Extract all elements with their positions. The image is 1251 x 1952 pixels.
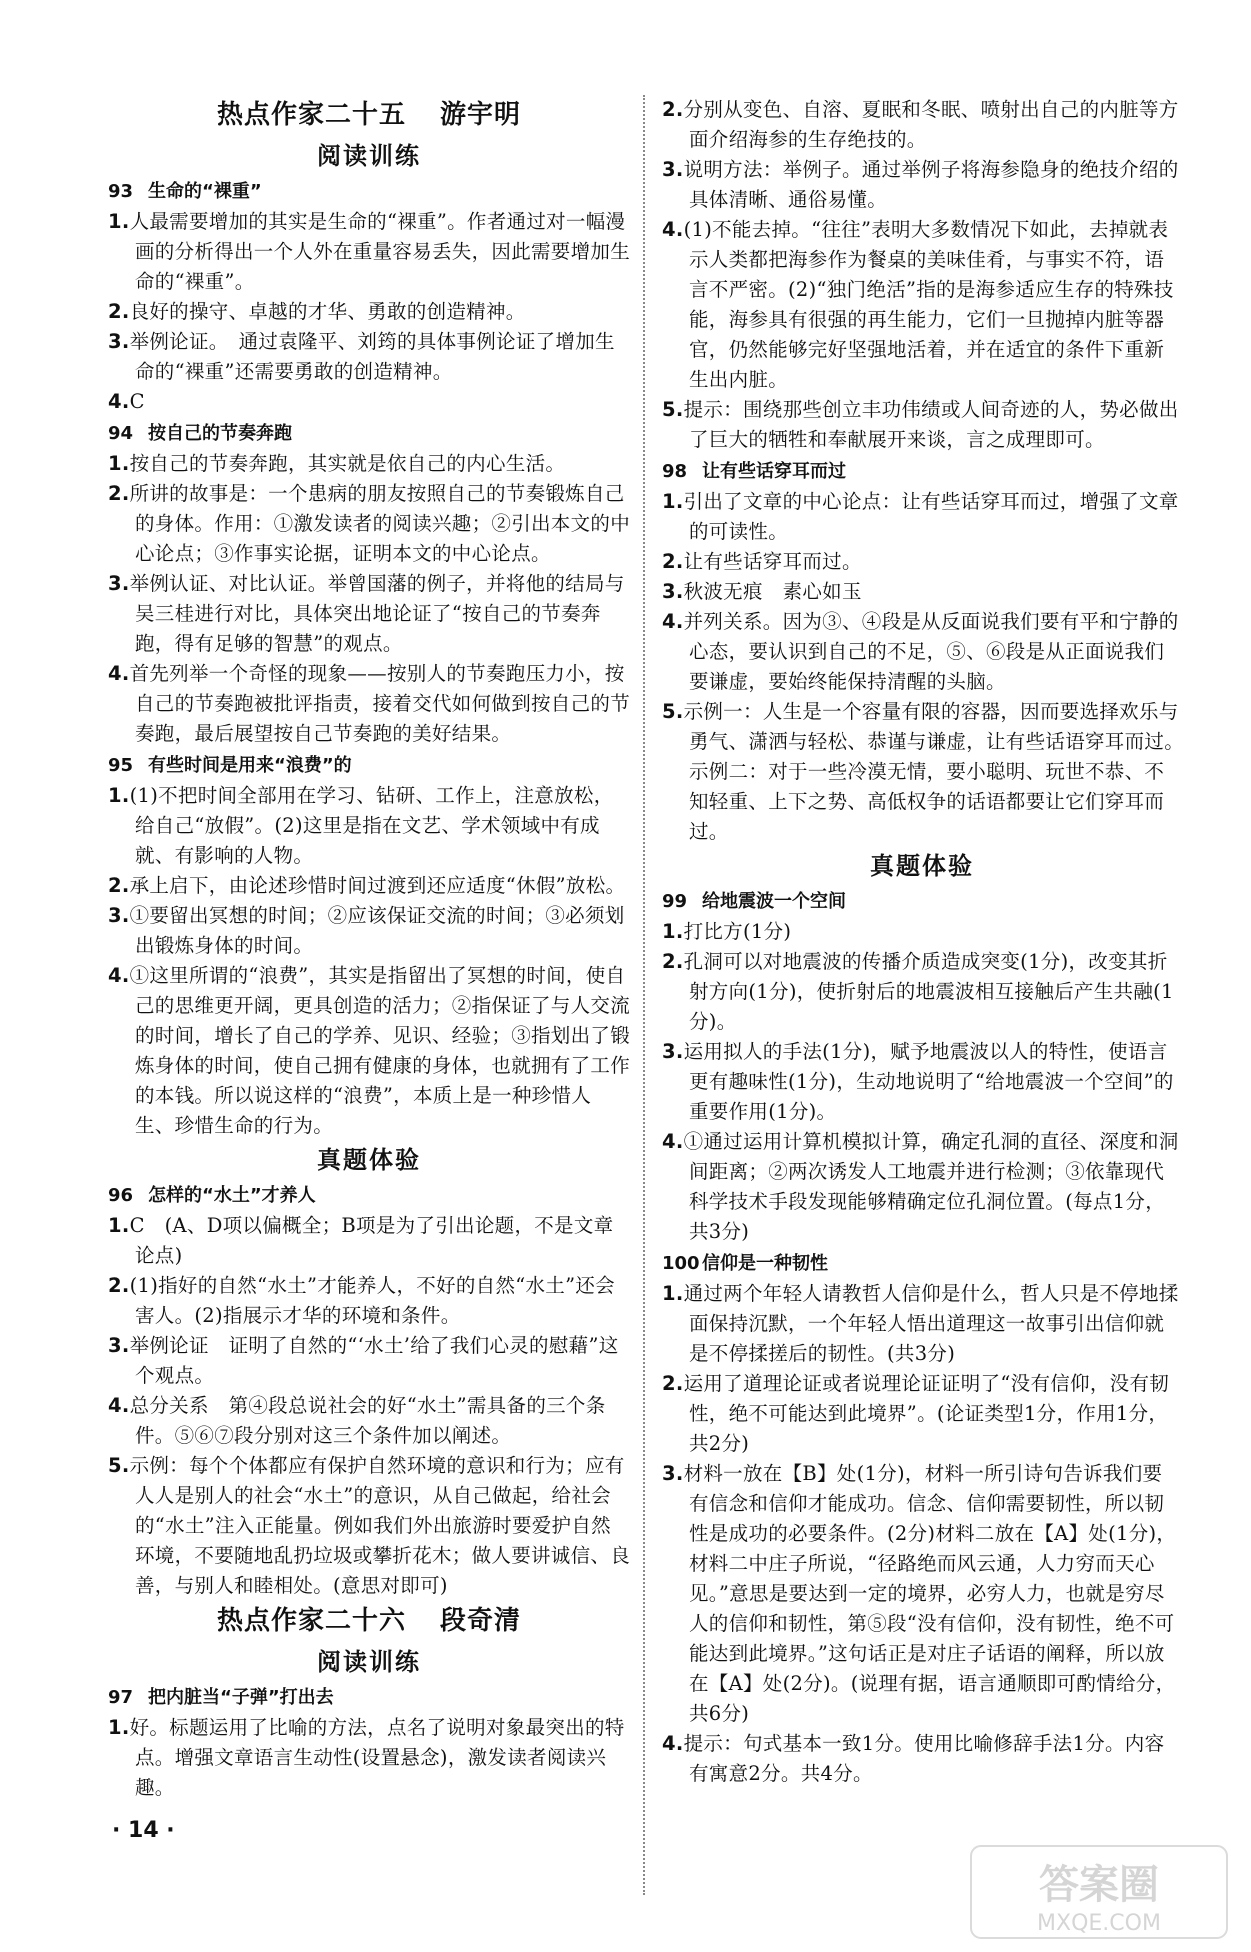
- answer-text: 举例论证 证明了自然的“‘水土’给了我们心灵的慰藉”这个观点。: [129, 1334, 619, 1387]
- answer-list: [662, 95, 1182, 455]
- section-title-26: [108, 1601, 630, 1641]
- answer-item: [108, 479, 630, 569]
- answer-item: [662, 917, 1182, 947]
- answer-item: [662, 155, 1182, 215]
- answer-text: 良好的操守、卓越的才华、勇敢的创造精神。: [129, 300, 526, 323]
- answer-item: [662, 947, 1182, 1037]
- answer-number: 4.: [662, 218, 684, 241]
- answer-item: [662, 395, 1182, 455]
- answer-item: [108, 901, 630, 961]
- answer-number: 3.: [108, 572, 130, 595]
- answer-number: 4.: [108, 964, 130, 987]
- answer-number: 3.: [662, 1462, 684, 1485]
- answer-text: 举例论证。 通过袁隆平、刘筠的具体事例论证了增加生命的“裸重”还需要勇敢的创造精神。: [129, 330, 615, 383]
- answer-list: [108, 1713, 630, 1803]
- answer-item: [662, 215, 1182, 395]
- answer-item: [662, 1459, 1182, 1729]
- answer-item: [108, 1713, 630, 1803]
- answer-number: 3.: [108, 904, 130, 927]
- answer-item: [108, 449, 630, 479]
- answer-list: [662, 1279, 1182, 1789]
- answer-text: 引出了文章的中心论点：让有些话穿耳而过，增强了文章的可读性。: [683, 490, 1179, 543]
- answer-number: 2.: [108, 482, 130, 505]
- answer-text: (1)不能去掉。“往往”表明大多数情况下如此，去掉就表示人类都把海参作为餐桌的美味佳肴，与事实不符，语言不严密。(2)“独门绝活”指的是海参适应生存的特殊技能，海参具有很强的再生能力，它们一旦抛掉内脏等器官，仍然能够完好坚强地活着，并在适宜的条件下重新生出内脏。: [683, 218, 1174, 391]
- answer-text: 分别从变色、自溶、夏眠和冬眠、喷射出自己的内脏等方面介绍海参的生存绝技的。: [683, 98, 1179, 151]
- answer-item: [108, 1451, 630, 1601]
- answer-number: 4.: [662, 610, 684, 633]
- subsection-exam-practice: 真题体验: [870, 852, 974, 880]
- answer-item: [662, 1729, 1182, 1789]
- answer-list: [108, 207, 630, 417]
- answer-item: [108, 781, 630, 871]
- answer-text: 通过两个年轻人请教哲人信仰是什么，哲人只是不停地揉面保持沉默，一个年轻人悟出道理这一故事引出信仰就是不停揉搓后的韧性。(共3分): [683, 1282, 1179, 1365]
- answer-item: [108, 327, 630, 387]
- answer-item: [108, 1211, 630, 1271]
- answer-text: 首先列举一个奇怪的现象——按别人的节奏跑压力小，按自己的节奏跑被批评指责，接着交代如何做到按自己的节奏跑，最后展望按自己节奏跑的美好结果。: [129, 662, 631, 745]
- answer-number: 1.: [108, 784, 130, 807]
- topic-heading: 95 有些时间是用来“浪费”的: [108, 755, 352, 776]
- answer-text: 示例：每个个体都应有保护自然环境的意识和行为；应有人人是别人的社会“水土”的意识，从自己做起，给社会的“水土”注入正能量。例如我们外出旅游时要爱护自然环境，不要随地乱扔垃圾或攀折花木；做人要讲诚信、良善，与别人和睦相处。(意思对即可): [129, 1454, 631, 1597]
- answer-item: [662, 1037, 1182, 1127]
- answer-text: 运用了道理论证或者说理论证证明了“没有信仰，没有韧性，绝不可能达到此境界”。(论证类型1分，作用1分，共2分): [683, 1372, 1170, 1455]
- answer-text: 举例认证、对比认证。举曾国藩的例子，并将他的结局与吴三桂进行对比，具体突出地论证了“按自己的节奏奔跑，得有足够的智慧”的观点。: [129, 572, 625, 655]
- answer-text: 承上启下，由论述珍惜时间过渡到还应适度“休假”放松。: [129, 874, 626, 897]
- answer-number: 3.: [108, 330, 130, 353]
- answer-text: ①这里所谓的“浪费”，其实是指留出了冥想的时间，使自己的思维更开阔，更具创造的活力；②指保证了与人交流的时间，增长了自己的学养、见识、经验；③指划出了锻炼身体的时间，使自己拥有健康的身体，也就拥有了工作的本钱。所以说这样的“浪费”，本质上是一种珍惜人生、珍惜生命的行为。: [129, 964, 631, 1137]
- answer-text: 总分关系 第④段总说社会的好“水土”需具备的三个条件。⑤⑥⑦段分别对这三个条件加以阐述。: [129, 1394, 606, 1447]
- subsection-reading-training: 阅读训练: [317, 1648, 421, 1676]
- subsection-reading-training: 阅读训练: [317, 142, 421, 170]
- watermark-logo: [969, 1842, 1229, 1942]
- author-name: 段奇清: [440, 1606, 522, 1636]
- title-label: 热点作家二十六: [216, 1606, 406, 1636]
- answer-item: [662, 607, 1182, 697]
- answer-text: C (A、D项以偏概全；B项是为了引出论题，不是文章论点): [129, 1214, 614, 1267]
- answer-text: (1)不把时间全部用在学习、钻研、工作上，注意放松，给自己“放假”。(2)这里是指在文艺、学术领域中有成就、有影响的人物。: [129, 784, 614, 867]
- answer-number: 2.: [662, 550, 684, 573]
- answer-number: 4.: [108, 1394, 130, 1417]
- answer-number: 3.: [662, 580, 684, 603]
- answer-number: 1.: [662, 490, 684, 513]
- answer-number: 2.: [662, 1372, 684, 1395]
- answer-number: 4.: [662, 1130, 684, 1153]
- topic-heading: 98 让有些话穿耳而过: [662, 461, 846, 482]
- answer-text: 秋波无痕 素心如玉: [683, 580, 862, 603]
- answer-item: [108, 207, 630, 297]
- answer-text: 材料一放在【B】处(1分)，材料一所引诗句告诉我们要有信念和信仰才能成功。信念、信仰需要韧性，所以韧性是成功的必要条件。(2分)材料二放在【A】处(1分)，材料二中庄子所说，“径路绝而风云通，人力穷而天心见。”意思是要达到一定的境界，必穷人力，也就是穷尽人的信仰和韧性，第⑤段“没有信仰，没有韧性，绝不可能达到此境界。”这句话正是对庄子话语的阐释，所以放在【A】处(2分)。(说理有据，语言通顺即可酌情给分，共6分): [683, 1462, 1177, 1725]
- answer-number: 3.: [662, 158, 684, 181]
- page-number: · 14 ·: [112, 1818, 175, 1843]
- answer-item: [108, 1331, 630, 1391]
- answer-number: 4.: [662, 1732, 684, 1755]
- answer-item: [108, 871, 630, 901]
- answer-number: 4.: [108, 662, 130, 685]
- column-divider: [643, 95, 645, 1895]
- answer-text: 提示：围绕那些创立丰功伟绩或人间奇迹的人，势必做出了巨大的牺牲和奉献展开来谈，言之成理即可。: [683, 398, 1179, 451]
- section-title-25: [108, 95, 630, 135]
- answer-number: 1.: [108, 210, 130, 233]
- answer-list: [108, 449, 630, 749]
- answer-number: 1.: [108, 1214, 130, 1237]
- svg-text:答案圈: 答案圈: [1039, 1862, 1159, 1908]
- answer-text: 打比方(1分): [683, 920, 792, 943]
- answer-item: [662, 1279, 1182, 1369]
- answer-text: (1)指好的自然“水土”才能养人，不好的自然“水土”还会害人。(2)指展示才华的环境和条件。: [129, 1274, 615, 1327]
- answer-number: 5.: [108, 1454, 130, 1477]
- answer-number: 4.: [108, 390, 130, 413]
- topic-heading: 100 信仰是一种韧性: [662, 1253, 828, 1274]
- answer-number: 2.: [108, 300, 130, 323]
- answer-list: [108, 1211, 630, 1601]
- answer-text: 孔洞可以对地震波的传播介质造成突变(1分)，改变其折射方向(1分)，使折射后的地震波相互接触后产生共融(1分)。: [683, 950, 1174, 1033]
- answer-number: 3.: [662, 1040, 684, 1063]
- answer-text: 说明方法：举例子。通过举例子将海参隐身的绝技介绍的具体清晰、通俗易懂。: [683, 158, 1179, 211]
- right-column: [662, 95, 1195, 1789]
- answer-text: ①通过运用计算机模拟计算，确定孔洞的直径、深度和洞间距离；②两次诱发人工地震并进行检测；③依靠现代科学技术手段发现能够精确定位孔洞位置。(每点1分，共3分): [683, 1130, 1179, 1243]
- answer-list: [662, 917, 1182, 1247]
- answer-text: 让有些话穿耳而过。: [683, 550, 862, 573]
- answer-text: 示例一：人生是一个容量有限的容器，因而要选择欢乐与勇气、潇洒与轻松、恭谨与谦虚，让有些话语穿耳而过。 示例二：对于一些冷漠无情，要小聪明、玩世不恭、不知轻重、上下之势、高低权争的话语都要让它们穿耳而过。: [683, 700, 1195, 843]
- author-name: 游宇明: [440, 100, 522, 130]
- answer-number: 1.: [108, 1716, 130, 1739]
- answer-item: [662, 577, 1182, 607]
- answer-number: 1.: [108, 452, 130, 475]
- answer-item: [108, 961, 630, 1141]
- answer-item: [108, 659, 630, 749]
- answer-number: 5.: [662, 398, 684, 421]
- topic-heading: 96 怎样的“水土”才养人: [108, 1185, 316, 1206]
- answer-number: 5.: [662, 700, 684, 723]
- answer-text: 提示：句式基本一致1分。使用比喻修辞手法1分。内容有寓意2分。共4分。: [683, 1732, 1165, 1785]
- answer-item: [662, 547, 1182, 577]
- answer-number: 1.: [662, 920, 684, 943]
- topic-heading: 99 给地震波一个空间: [662, 891, 846, 912]
- answer-item: [662, 487, 1182, 547]
- answer-text: ①要留出冥想的时间；②应该保证交流的时间；③必须划出锻炼身体的时间。: [129, 904, 625, 957]
- answer-list: [108, 781, 630, 1141]
- answer-text: 并列关系。因为③、④段是从反面说我们要有平和宁静的心态，要认识到自己的不足，⑤、⑥段是从正面说我们要谦虚，要始终能保持清醒的头脑。: [683, 610, 1179, 693]
- answer-item: [108, 1271, 630, 1331]
- answer-item: [108, 1391, 630, 1451]
- answer-text: 人最需要增加的其实是生命的“裸重”。作者通过对一幅漫画的分析得出一个人外在重量容易丢失，因此需要增加生命的“裸重”。: [129, 210, 631, 293]
- answer-number: 1.: [662, 1282, 684, 1305]
- answer-number: 2.: [662, 98, 684, 121]
- answer-item: [662, 95, 1182, 155]
- svg-text:MXQE.COM: MXQE.COM: [1037, 1911, 1161, 1936]
- answer-number: 2.: [108, 874, 130, 897]
- answer-item: [662, 697, 1195, 847]
- answer-item: [108, 297, 630, 327]
- answer-item: [662, 1369, 1182, 1459]
- answer-text: 按自己的节奏奔跑，其实就是依自己的内心生活。: [129, 452, 566, 475]
- answer-text: 好。标题运用了比喻的方法，点名了说明对象最突出的特点。增强文章语言生动性(设置悬念)，激发读者阅读兴趣。: [129, 1716, 625, 1799]
- answer-text: C: [129, 390, 145, 413]
- topic-heading: 94 按自己的节奏奔跑: [108, 423, 292, 444]
- answer-text: 所讲的故事是：一个患病的朋友按照自己的节奏锻炼自己的身体。作用：①激发读者的阅读兴趣；②引出本文的中心论点；③作事实论据，证明本文的中心论点。: [129, 482, 631, 565]
- answer-list: [662, 487, 1195, 847]
- topic-heading: 97 把内脏当“子弹”打出去: [108, 1687, 334, 1708]
- answer-item: [662, 1127, 1182, 1247]
- answer-number: 2.: [662, 950, 684, 973]
- title-label: 热点作家二十五: [216, 100, 406, 130]
- answer-number: 2.: [108, 1274, 130, 1297]
- answer-item: [108, 569, 630, 659]
- topic-heading: 93 生命的“裸重”: [108, 181, 262, 202]
- answer-item: [108, 387, 630, 417]
- answer-text: 运用拟人的手法(1分)，赋予地震波以人的特性，使语言更有趣味性(1分)，生动地说明了“给地震波一个空间”的重要作用(1分)。: [683, 1040, 1174, 1123]
- subsection-exam-practice: 真题体验: [317, 1146, 421, 1174]
- left-column: [108, 95, 630, 1803]
- answer-number: 3.: [108, 1334, 130, 1357]
